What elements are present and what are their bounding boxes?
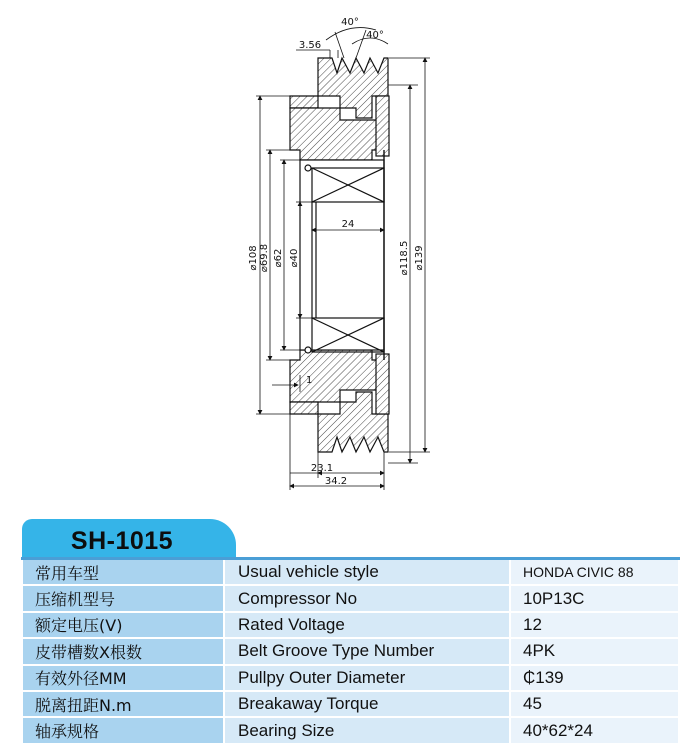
spec-value: 10P13C (510, 585, 679, 611)
spec-value: 45 (510, 691, 679, 717)
spec-label-en: Pullpy Outer Diameter (224, 665, 510, 691)
dim-dia-62: ⌀62 (273, 248, 284, 268)
dim-dia-69-8: ⌀69.8 (259, 243, 270, 273)
dim-bearing-width: 24 (341, 219, 355, 230)
spec-row-belt-groove (22, 638, 679, 664)
spec-label-en: Belt Groove Type Number (224, 638, 510, 664)
spec-value: 4PK (510, 638, 679, 664)
spec-value: HONDA CIVIC 88 (510, 559, 679, 586)
spec-row-outer-diameter (22, 665, 679, 691)
dim-dia-40: ⌀40 (289, 248, 300, 268)
spec-label-en: Bearing Size (224, 717, 510, 743)
bearing-and-coil (300, 150, 384, 360)
spec-label-cn: 常用车型 (22, 559, 224, 586)
spec-label-cn: 有效外径MM (22, 665, 224, 691)
spec-value: 40*62*24 (510, 717, 679, 743)
dim-width-34-2: 34.2 (324, 476, 348, 487)
dim-width-23-1: 23.1 (310, 463, 334, 474)
spec-label-en: Rated Voltage (224, 612, 510, 638)
upper-pulley-section (290, 58, 389, 160)
spec-label-cn: 脱离扭距N.m (22, 691, 224, 717)
spec-value: ₵139 (510, 665, 679, 691)
spec-row-torque (22, 691, 679, 717)
model-title-tab (22, 519, 212, 561)
dim-dia-118-5: ⌀118.5 (399, 240, 410, 276)
dim-small-offset: 1 (306, 375, 313, 386)
spec-label-en: Breakaway Torque (224, 691, 510, 717)
spec-row-vehicle (22, 559, 679, 586)
dim-dia-139: ⌀139 (414, 245, 425, 271)
spec-row-voltage (22, 612, 679, 638)
spec-label-cn: 额定电压(V) (22, 612, 224, 638)
spec-label-en: Compressor No (224, 585, 510, 611)
dim-dia-108: ⌀108 (248, 245, 259, 271)
lower-pulley-section (290, 350, 389, 452)
spec-value: 12 (510, 612, 679, 638)
spec-row-bearing (22, 717, 679, 743)
dim-groove-angle-outer: 40° (341, 17, 359, 28)
dim-groove-pitch: 3.56 (298, 40, 322, 51)
spec-table (21, 557, 680, 745)
spec-label-cn: 轴承规格 (22, 717, 224, 743)
spec-label-en: Usual vehicle style (224, 559, 510, 586)
model-title: SH-1015 (70, 527, 174, 555)
spec-label-cn: 皮带槽数X根数 (22, 638, 224, 664)
spec-label-cn: 压缩机型号 (22, 585, 224, 611)
spec-row-compressor (22, 585, 679, 611)
dim-groove-angle-inner: 40° (366, 30, 384, 41)
